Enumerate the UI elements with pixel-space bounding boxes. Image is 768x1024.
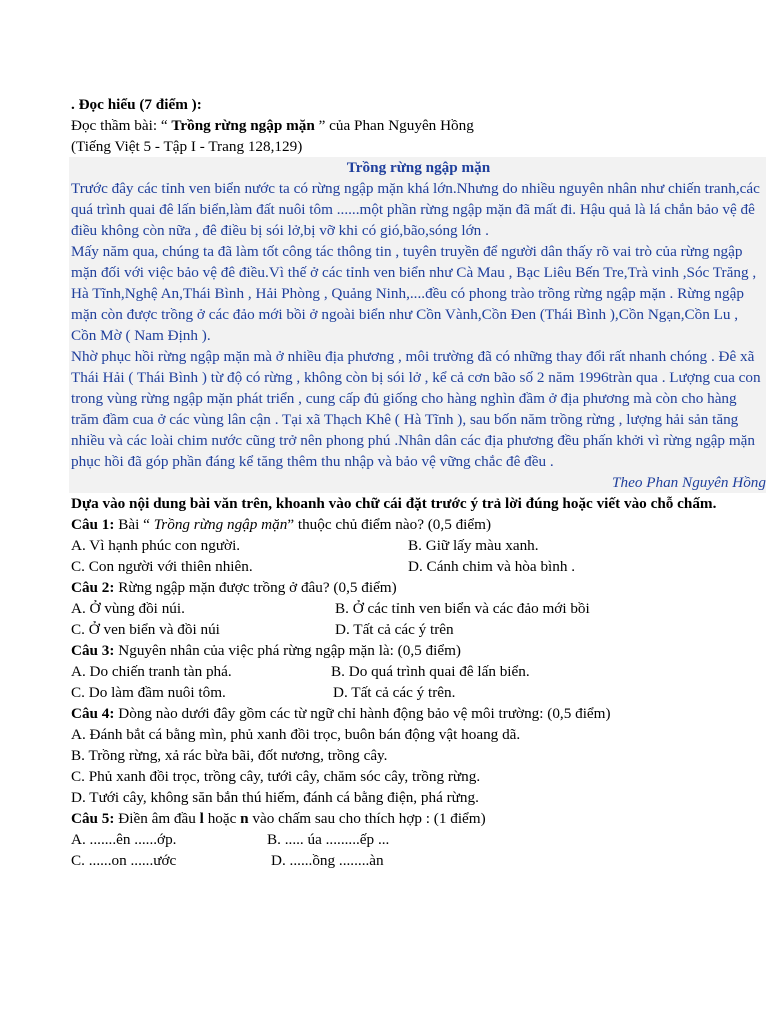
reading-instruction (71, 115, 766, 136)
question-1-option-d[interactable]: D. Cánh chim và hòa bình . (408, 558, 576, 575)
question-5-options-row-1 (71, 829, 766, 850)
question-2-option-a[interactable]: A. Ở vùng đồi núi. (71, 600, 185, 617)
question-5-options-row-2 (71, 850, 766, 871)
question-3-option-c[interactable]: C. Do làm đầm nuôi tôm. (71, 684, 226, 701)
question-5-letter-n: n (240, 810, 249, 827)
question-5-fill-b[interactable]: B. ..... úa .........ếp ... (267, 831, 390, 848)
question-2-options-row-2 (71, 619, 766, 640)
question-5 (71, 808, 766, 829)
question-4-label: Câu 4: (71, 705, 115, 722)
question-4 (71, 703, 766, 724)
question-2-option-b[interactable]: B. Ở các tỉnh ven biển và các đảo mới bồi (335, 600, 590, 617)
section-title: . Đọc hiểu (7 điểm ): (71, 96, 202, 113)
question-5-fill-a[interactable]: A. .......ên ......ớp. (71, 831, 177, 848)
instruction-suffix: ” của Phan Nguyên Hồng (314, 117, 474, 134)
book-reference: (Tiếng Việt 5 - Tập I - Trang 128,129) (71, 138, 303, 155)
question-2-label: Câu 2: (71, 579, 115, 596)
passage-paragraph-2: Mấy năm qua, chúng ta đã làm tốt công tác thông tin , tuyên truyền để người dân thấy rõ vai trò của rừng ngập mặn đối với việc bảo vệ đê điều.Vì thế ở các tỉnh ven biển như Cà Mau , Bạc Liêu Bến Tre,Trà vinh ,Sóc Trăng , Hà Tĩnh,Nghệ An,Thái Bình , Hải Phòng , Quảng Ninh,....đều có phong trào trồng rừng ngập mặn . Rừng ngập mặn còn được trồng ở các đảo mới bồi ở ngoài biển như Cồn Vành,Cồn Đen (Thái Bình ),Cồn Ngạn,Cồn Lu , Cồn Mờ ( Nam Định ). (71, 243, 757, 344)
passage-title: Trồng rừng ngập mặn (346, 159, 491, 176)
question-5-label: Câu 5: (71, 810, 115, 827)
question-2-text: Rừng ngập mặn được trồng ở đâu? (0,5 điểm) (114, 579, 397, 596)
question-2-option-c[interactable]: C. Ở ven biển và đồi núi (71, 621, 220, 638)
question-1-option-c[interactable]: C. Con người với thiên nhiên. (71, 558, 253, 575)
question-3-option-d[interactable]: D. Tất cả các ý trên. (333, 684, 456, 701)
question-1 (71, 514, 766, 535)
instruction-prefix: Đọc thầm bài: “ (71, 117, 172, 134)
question-3-option-b[interactable]: B. Do quá trình quai đê lấn biển. (331, 663, 530, 680)
question-1-option-a[interactable]: A. Vì hạnh phúc con người. (71, 537, 241, 554)
question-4-option-b[interactable]: B. Trồng rừng, xả rác bừa bãi, đốt nương, trồng cây. (71, 747, 388, 764)
question-3-options-row-1 (71, 661, 766, 682)
question-1-option-b[interactable]: B. Giữ lấy màu xanh. (408, 537, 539, 554)
question-4-option-d[interactable]: D. Tưới cây, không săn bắn thú hiếm, đánh cá bằng điện, phá rừng. (71, 789, 479, 806)
question-1-options-row-1 (71, 535, 766, 556)
question-1-text-before: Bài “ (114, 516, 154, 533)
passage-paragraph-1: Trước đây các tỉnh ven biển nước ta có rừng ngập mặn khá lớn.Nhưng do nhiều nguyên nhân như chiến tranh,các quá trình quai đê lấn biển,làm đất nuôi tôm ......một phần rừng ngập mặn đã mất đi. Hậu quả là lá chắn bảo vệ đê điều không còn nữa , đê điều bị sói lở,bị vỡ khi có gió,bão,sóng lớn . (71, 180, 760, 239)
question-3 (71, 640, 766, 661)
question-2-option-d[interactable]: D. Tất cả các ý trên (335, 621, 454, 638)
question-3-text: Nguyên nhân của việc phá rừng ngập mặn là: (0,5 điểm) (114, 642, 461, 659)
question-4-text: Dòng nào dưới đây gồm các từ ngữ chỉ hành động bảo vệ môi trường: (0,5 điểm) (114, 705, 611, 722)
question-5-text-before: Điền âm đầu (114, 810, 200, 827)
question-1-label: Câu 1: (71, 516, 115, 533)
question-5-text-after: vào chấm sau cho thích hợp : (1 điểm) (248, 810, 486, 827)
exam-content (71, 94, 766, 871)
question-5-fill-d[interactable]: D. ......ồng ........àn (271, 852, 384, 869)
question-5-letter-l: l (199, 810, 204, 827)
question-5-fill-c[interactable]: C. ......on ......ước (71, 852, 177, 869)
question-2-options-row-1 (71, 598, 766, 619)
passage-source: Theo Phan Nguyên Hồng (612, 474, 766, 491)
question-4-option-c[interactable]: C. Phủ xanh đồi trọc, trồng cây, tưới cây, chăm sóc cây, trồng rừng. (71, 768, 481, 785)
question-1-options-row-2 (71, 556, 766, 577)
question-3-options-row-2 (71, 682, 766, 703)
instruction-title: Trồng rừng ngập mặn (171, 117, 315, 134)
question-4-option-a[interactable]: A. Đánh bắt cá bằng mìn, phủ xanh đồi trọc, buôn bán động vật hoang dã. (71, 726, 521, 743)
question-3-option-a[interactable]: A. Do chiến tranh tàn phá. (71, 663, 232, 680)
passage-paragraph-3: Nhờ phục hồi rừng ngập mặn mà ở nhiều địa phương , môi trường đã có những thay đổi rất nhanh chóng . Đê xã Thái Hải ( Thái Bình ) từ độ có rừng , không còn bị sói lở , kể cả cơn bão số 2 năm 1996tràn qua . Lượng cua con trong vùng rừng ngập mặn phát triển , cung cấp đủ giống cho hàng nghìn đầm ở địa phương mà còn cho hàng trăm đầm cua ở các vùng lân cận . Tại xã Thạch Khê ( Hà Tĩnh ), sau bốn năm trồng rừng , lượng hải sản tăng nhiều và các loài chim nước cũng trở nên phong phú .Nhân dân các địa phương đều phấn khởi vì rừng ngập mặn phục hồi đã góp phần đáng kể tăng thêm thu nhập và bảo vệ vững chắc đê đều . (71, 348, 761, 470)
reading-passage (69, 157, 766, 493)
question-3-label: Câu 3: (71, 642, 115, 659)
task-instruction: Dựa vào nội dung bài văn trên, khoanh vào chữ cái đặt trước ý trả lời đúng hoặc viết vào chỗ chấm. (71, 495, 717, 512)
question-1-text-italic: Trồng rừng ngập mặn (153, 516, 288, 533)
question-1-text-after: ” thuộc chủ điểm nào? (0,5 điểm) (287, 516, 492, 533)
question-2 (71, 577, 766, 598)
question-5-text-mid: hoặc (203, 810, 241, 827)
